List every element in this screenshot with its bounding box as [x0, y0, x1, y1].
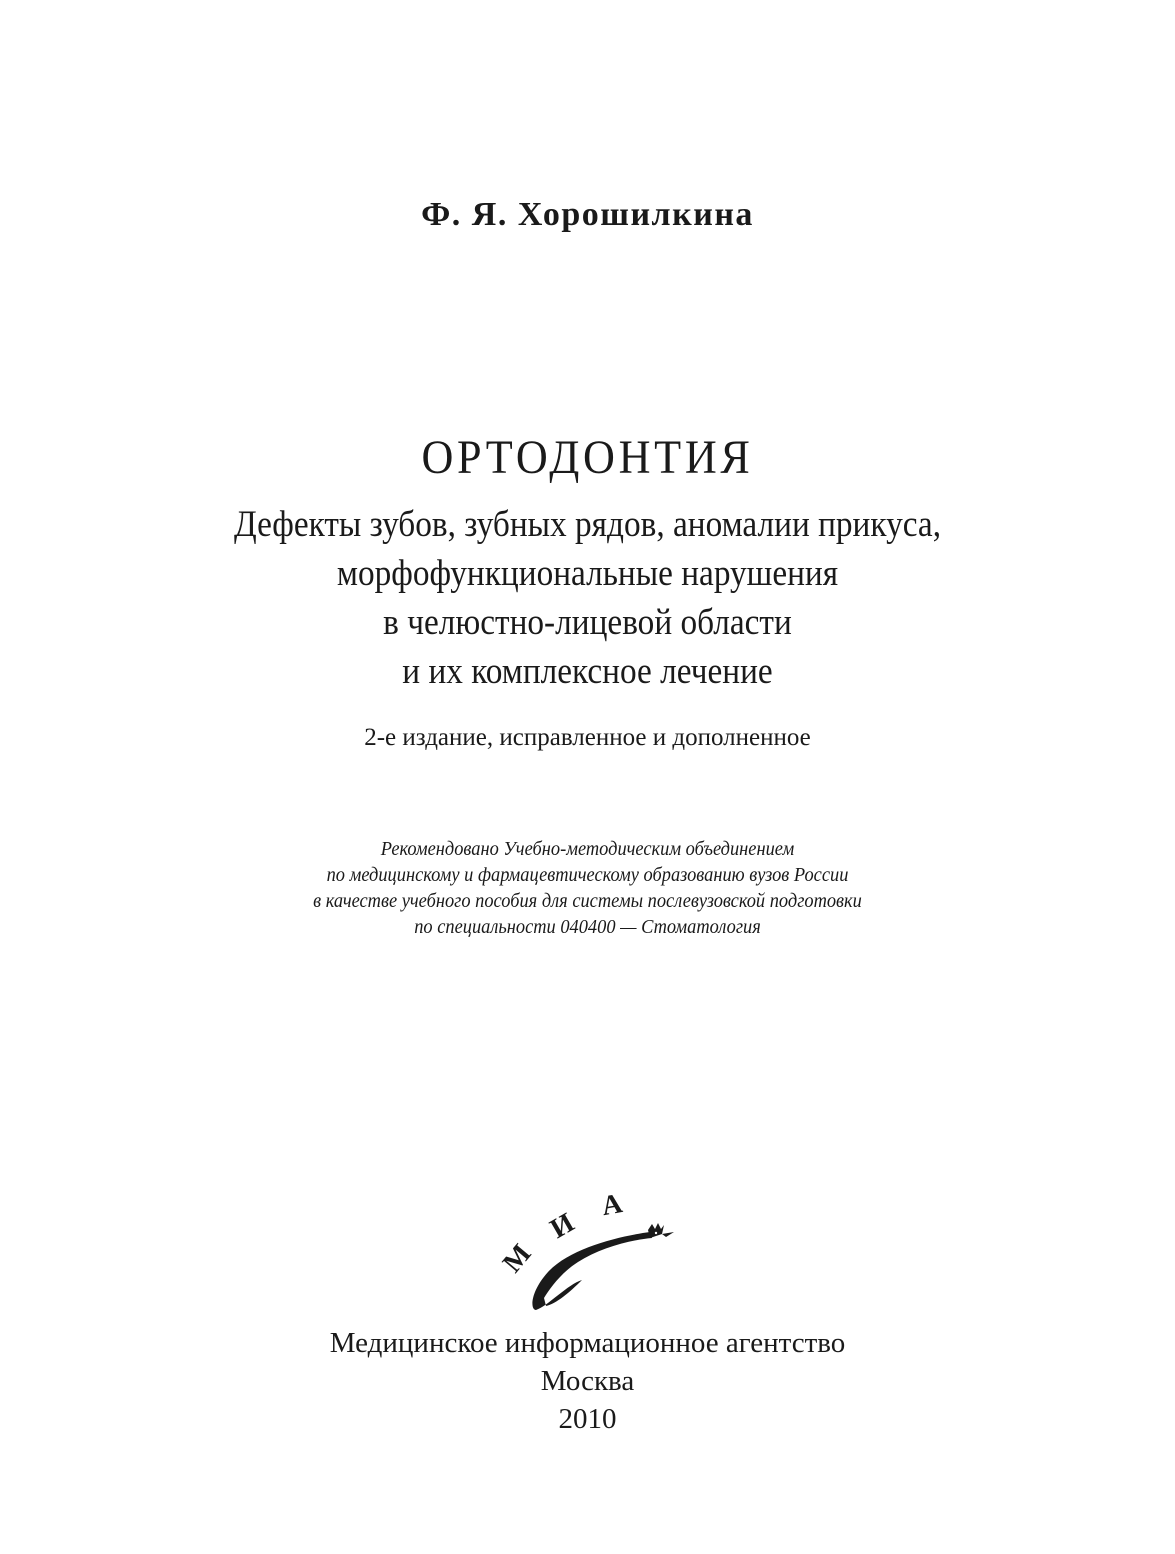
subtitle-line: и их комплексное лечение: [402, 651, 773, 692]
publisher-city: Москва: [540, 1365, 635, 1397]
edition-note: 2-е издание, исправленное и дополненное: [364, 724, 811, 751]
recommendation-note: [0, 836, 1175, 940]
recommendation-line: в качестве учебного пособия для системы послевузовской подготовки: [313, 890, 862, 912]
publisher-block: [0, 1324, 1175, 1438]
logo-letter-a: А: [599, 1188, 625, 1223]
subtitle-line: Дефекты зубов, зубных рядов, аномалии прикуса,: [233, 504, 942, 545]
recommendation-line: по специальности 040400 — Стоматология: [414, 916, 761, 938]
subtitle-line: морфофункциональные нарушения: [336, 553, 839, 594]
logo-letter-i: И: [545, 1207, 580, 1245]
author-name: Ф. Я. Хорошилкина: [421, 196, 754, 233]
logo-letter-m: М: [496, 1238, 538, 1279]
book-title: ОРТОДОНТИЯ: [421, 431, 754, 484]
recommendation-line: по медицинскому и фармацевтическому образованию вузов России: [326, 864, 849, 886]
publisher-name: Медицинское информационное агентство: [329, 1327, 846, 1359]
recommendation-line: Рекомендовано Учебно-методическим объединением: [380, 838, 795, 860]
snake-logo-icon: [490, 1188, 680, 1318]
subtitle-line: в челюстно-лицевой области: [383, 602, 792, 643]
book-subtitle: [0, 500, 1175, 696]
publication-year: 2010: [558, 1403, 617, 1435]
